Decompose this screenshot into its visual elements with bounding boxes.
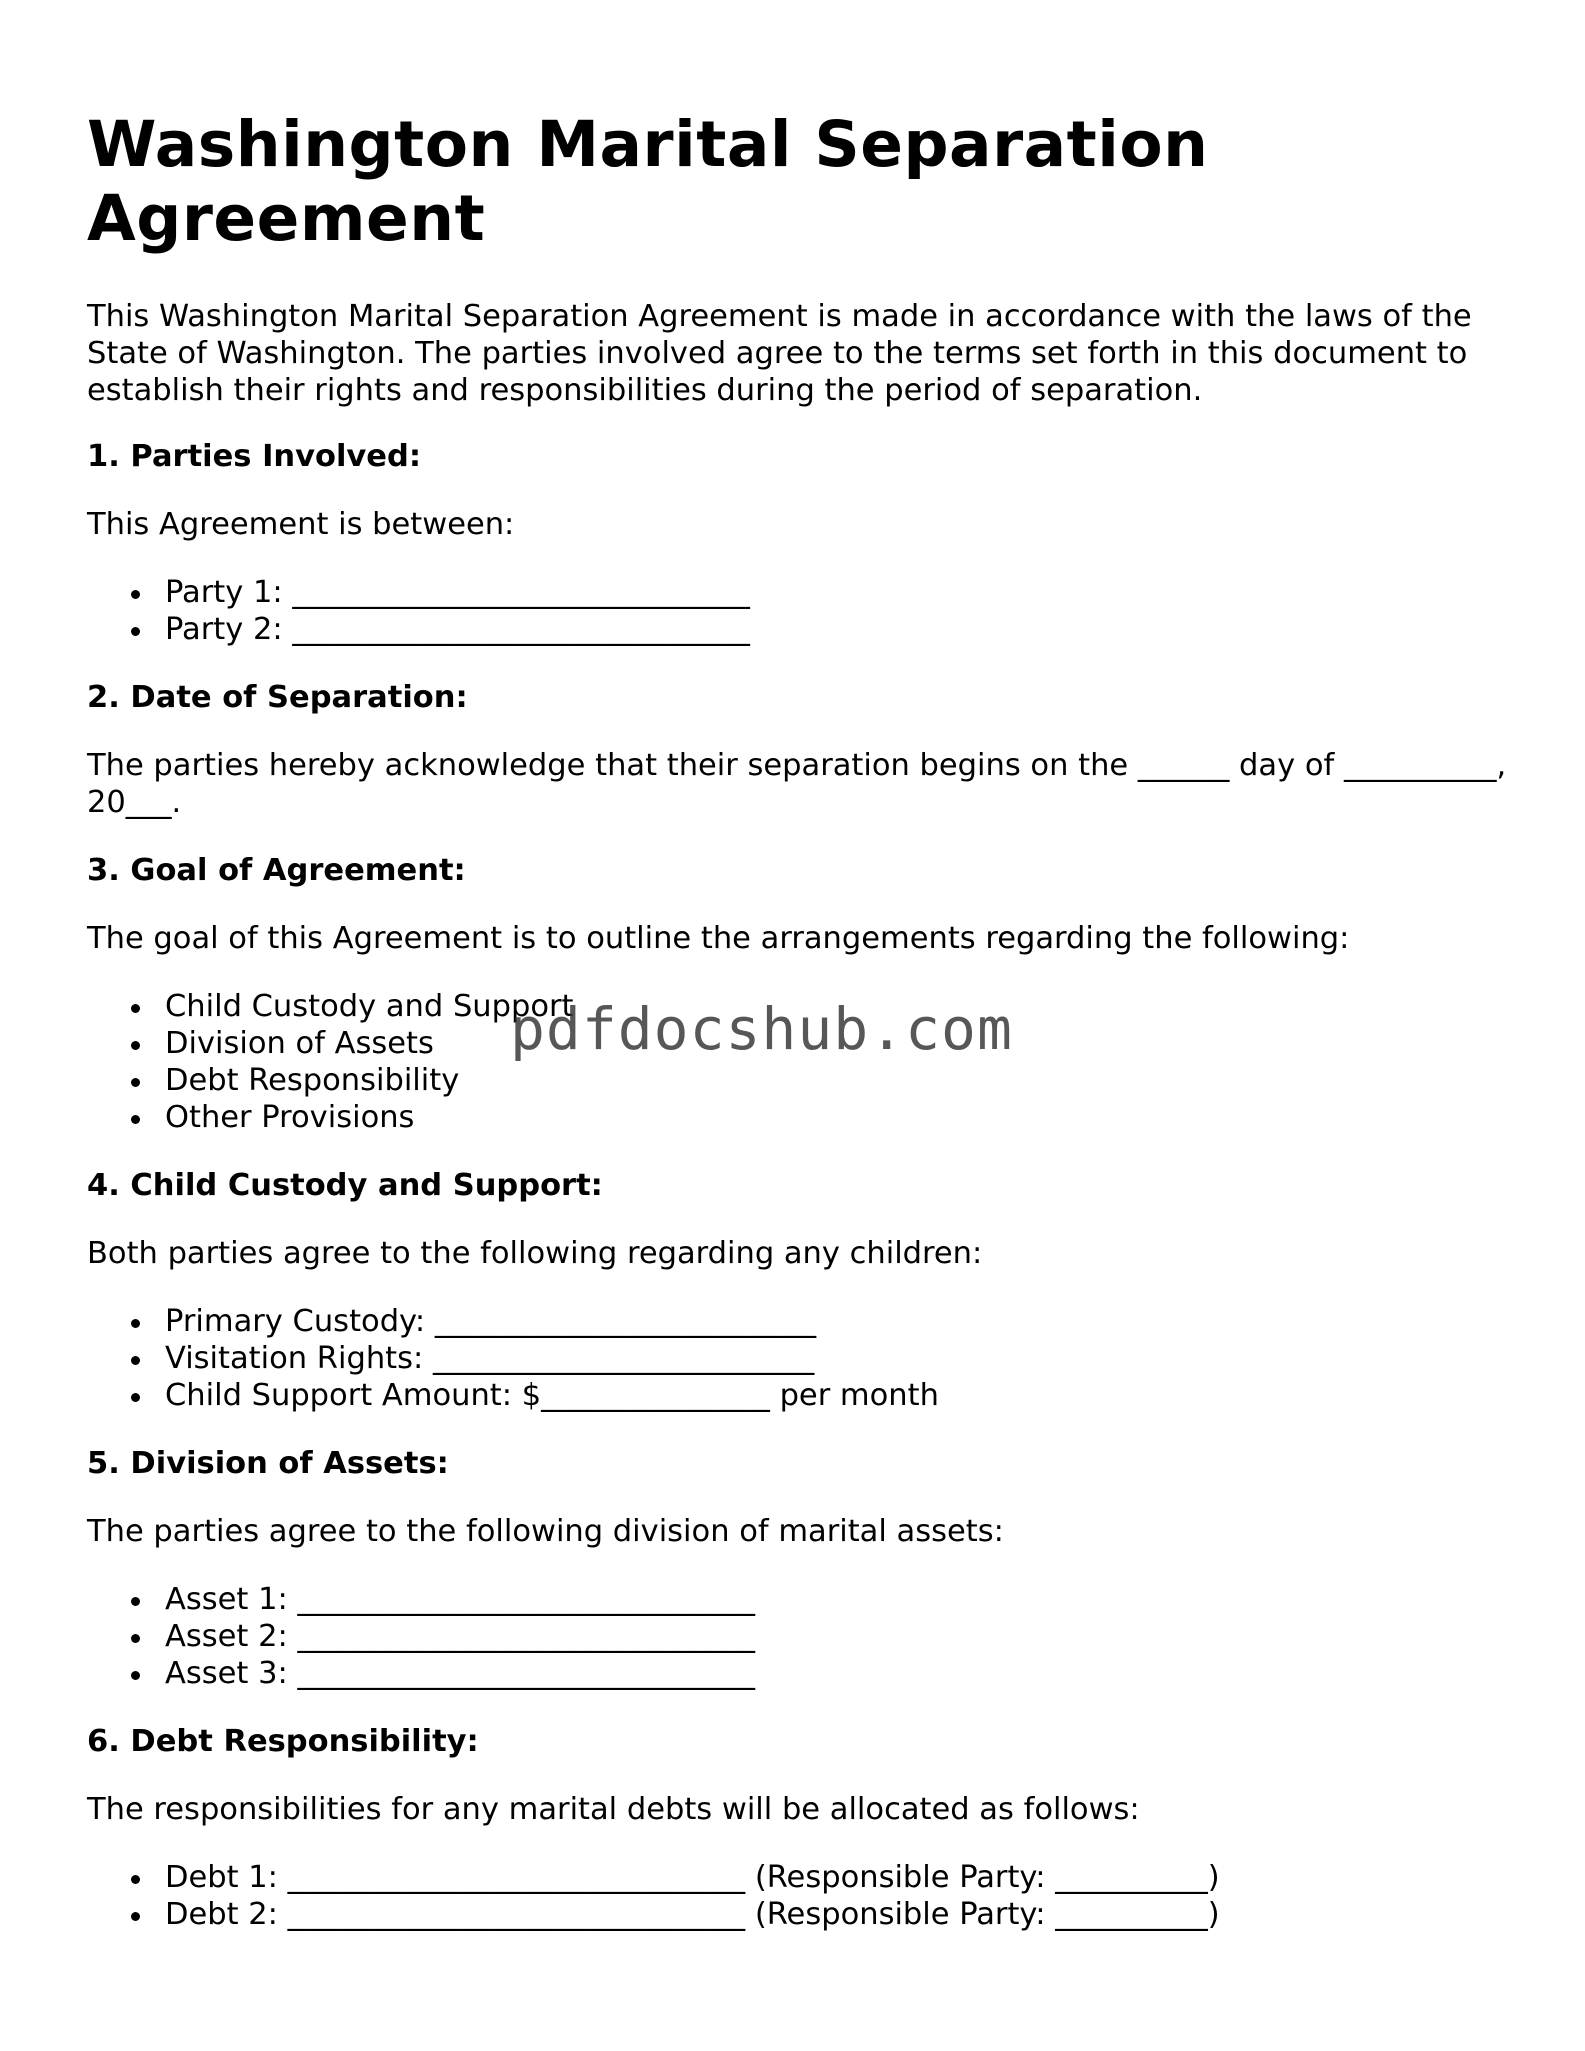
list-item: Debt 1: ______________________________ (Responsible Party: __________) [87, 1859, 1507, 1896]
section-text-assets: The parties agree to the following division of marital assets: [87, 1514, 1004, 1549]
list-item: Child Custody and Support [87, 988, 1507, 1025]
section-text-custody: Both parties agree to the following regarding any children: [87, 1236, 983, 1271]
custody-list [87, 1303, 1507, 1414]
list-item: Asset 3: ______________________________ [87, 1655, 1507, 1692]
section-heading-custody: 4. Child Custody and Support: [87, 1168, 603, 1203]
watermark: pdfdocshub.com [510, 995, 1013, 1063]
section-heading-parties: 1. Parties Involved: [87, 439, 422, 474]
document-page [87, 108, 1507, 1964]
list-item: Debt 2: ______________________________ (Responsible Party: __________) [87, 1896, 1507, 1933]
list-item: Debt Responsibility [87, 1062, 1507, 1099]
section-heading-assets: 5. Division of Assets: [87, 1446, 449, 1481]
section-heading-goal: 3. Goal of Agreement: [87, 853, 466, 888]
parties-list [87, 574, 1507, 648]
debt-list [87, 1859, 1507, 1933]
list-item: Other Provisions [87, 1099, 1507, 1136]
section-text-debt: The responsibilities for any marital debts will be allocated as follows: [87, 1792, 1140, 1827]
document-title: Washington Marital Separation Agreement [87, 108, 1209, 255]
list-item: Party 2: ______________________________ [87, 611, 1507, 648]
section-heading-date: 2. Date of Separation: [87, 680, 468, 715]
assets-list [87, 1581, 1507, 1692]
list-item: Primary Custody: _________________________ [87, 1303, 1507, 1340]
section-text-goal: The goal of this Agreement is to outline the arrangements regarding the following: [87, 921, 1350, 956]
section-text-date: The parties hereby acknowledge that their separation begins on the ______ day of __________, 20___. [87, 748, 1507, 820]
section-text-parties: This Agreement is between: [87, 507, 515, 542]
list-item: Asset 2: ______________________________ [87, 1618, 1507, 1655]
list-item: Party 1: ______________________________ [87, 574, 1507, 611]
list-item: Child Support Amount: $_______________ per month [87, 1377, 1507, 1414]
list-item: Asset 1: ______________________________ [87, 1581, 1507, 1618]
intro-paragraph: This Washington Marital Separation Agreement is made in accordance with the laws of the State of Washington. The parties involved agree to the terms set forth in this document to establish their rights and responsibilities during the period of separation. [87, 299, 1472, 408]
section-heading-debt: 6. Debt Responsibility: [87, 1724, 479, 1759]
list-item: Visitation Rights: _________________________ [87, 1340, 1507, 1377]
list-item: Division of Assets [87, 1025, 1507, 1062]
goal-list [87, 988, 1507, 1136]
